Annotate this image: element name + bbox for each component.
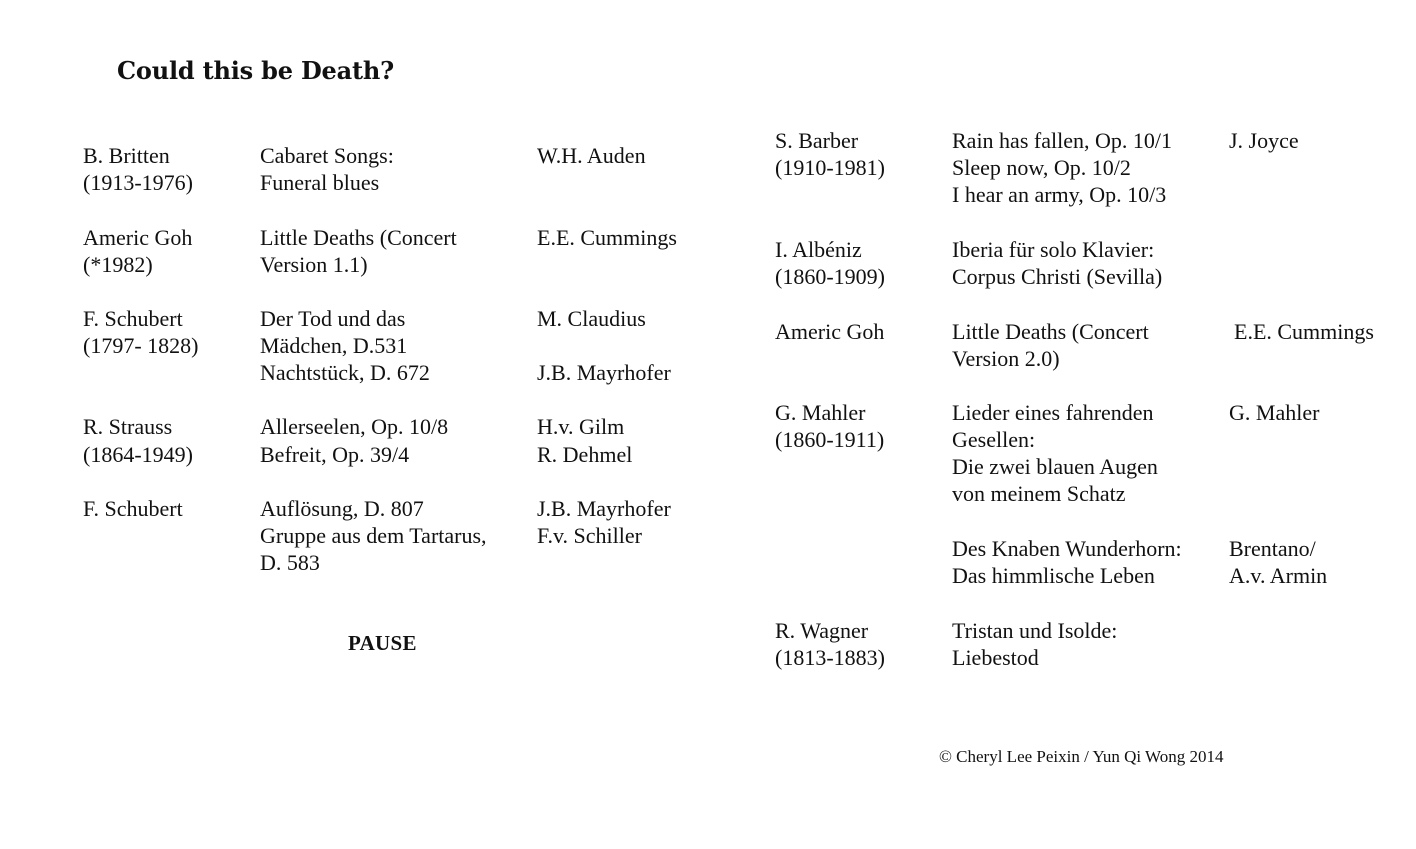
work-title: Gesellen: [952,427,1036,452]
work-title: Version 1.1) [260,252,368,277]
composer-name: I. Albéniz [775,237,862,262]
work-title: Funeral blues [260,170,380,195]
work-title: Auflösung, D. 807 [260,496,424,521]
work-title: Tristan und Isolde: [952,618,1118,643]
work-title: Liebestod [952,645,1039,670]
composer-dates: (*1982) [83,252,153,277]
work-title: Allerseelen, Op. 10/8 [260,414,449,439]
composer-name: R. Wagner [775,618,869,643]
work-title: D. 583 [260,550,320,575]
poet-name: R. Dehmel [537,442,633,467]
poet-name: Brentano/ [1229,536,1316,561]
work-title: Version 2.0) [952,346,1060,371]
composer-dates: (1913-1976) [83,170,193,195]
poet-name: J.B. Mayrhofer [537,360,671,385]
work-title: Der Tod und das [260,306,406,331]
composer-name: Americ Goh [775,319,885,344]
work-title: Des Knaben Wunderhorn: [952,536,1182,561]
poet-name: A.v. Armin [1229,563,1328,588]
work-title: Rain has fallen, Op. 10/1 [952,128,1172,153]
composer-name: R. Strauss [83,414,173,439]
composer-dates: (1864-1949) [83,442,193,467]
poet-name: M. Claudius [537,306,646,331]
composer-name: F. Schubert [83,306,183,331]
poet-name: G. Mahler [1229,400,1320,425]
work-title: Das himmlische Leben [952,563,1155,588]
poet-name: J. Joyce [1229,128,1299,153]
work-title: Little Deaths (Concert [952,319,1149,344]
work-title: von meinem Schatz [952,481,1126,506]
composer-name: Americ Goh [83,225,193,250]
composer-dates: (1813-1883) [775,645,885,670]
work-title: Gruppe aus dem Tartarus, [260,523,487,548]
poet-name: F.v. Schiller [537,523,642,548]
composer-dates: (1910-1981) [775,155,885,180]
work-title: Mädchen, D.531 [260,333,408,358]
work-title: Befreit, Op. 39/4 [260,442,410,467]
composer-dates: (1860-1911) [775,427,885,452]
work-title: Cabaret Songs: [260,143,394,168]
work-title: Nachtstück, D. 672 [260,360,430,385]
page-title: Could this be Death? [117,56,394,85]
poet-name: W.H. Auden [537,143,646,168]
copyright-notice: © Cheryl Lee Peixin / Yun Qi Wong 2014 [939,747,1224,766]
work-title: I hear an army, Op. 10/3 [952,182,1167,207]
work-title: Lieder eines fahrenden [952,400,1154,425]
poet-name: J.B. Mayrhofer [537,496,671,521]
composer-name: S. Barber [775,128,859,153]
work-title: Little Deaths (Concert [260,225,457,250]
work-title: Sleep now, Op. 10/2 [952,155,1131,180]
composer-name: G. Mahler [775,400,866,425]
poet-name: H.v. Gilm [537,414,625,439]
composer-dates: (1797- 1828) [83,333,199,358]
work-title: Iberia für solo Klavier: [952,237,1155,262]
poet-name: E.E. Cummings [537,225,677,250]
pause-label: PAUSE [348,631,417,655]
poet-name: E.E. Cummings [1234,319,1374,344]
composer-name: B. Britten [83,143,170,168]
work-title: Die zwei blauen Augen [952,454,1158,479]
composer-dates: (1860-1909) [775,264,885,289]
composer-name: F. Schubert [83,496,183,521]
work-title: Corpus Christi (Sevilla) [952,264,1163,289]
